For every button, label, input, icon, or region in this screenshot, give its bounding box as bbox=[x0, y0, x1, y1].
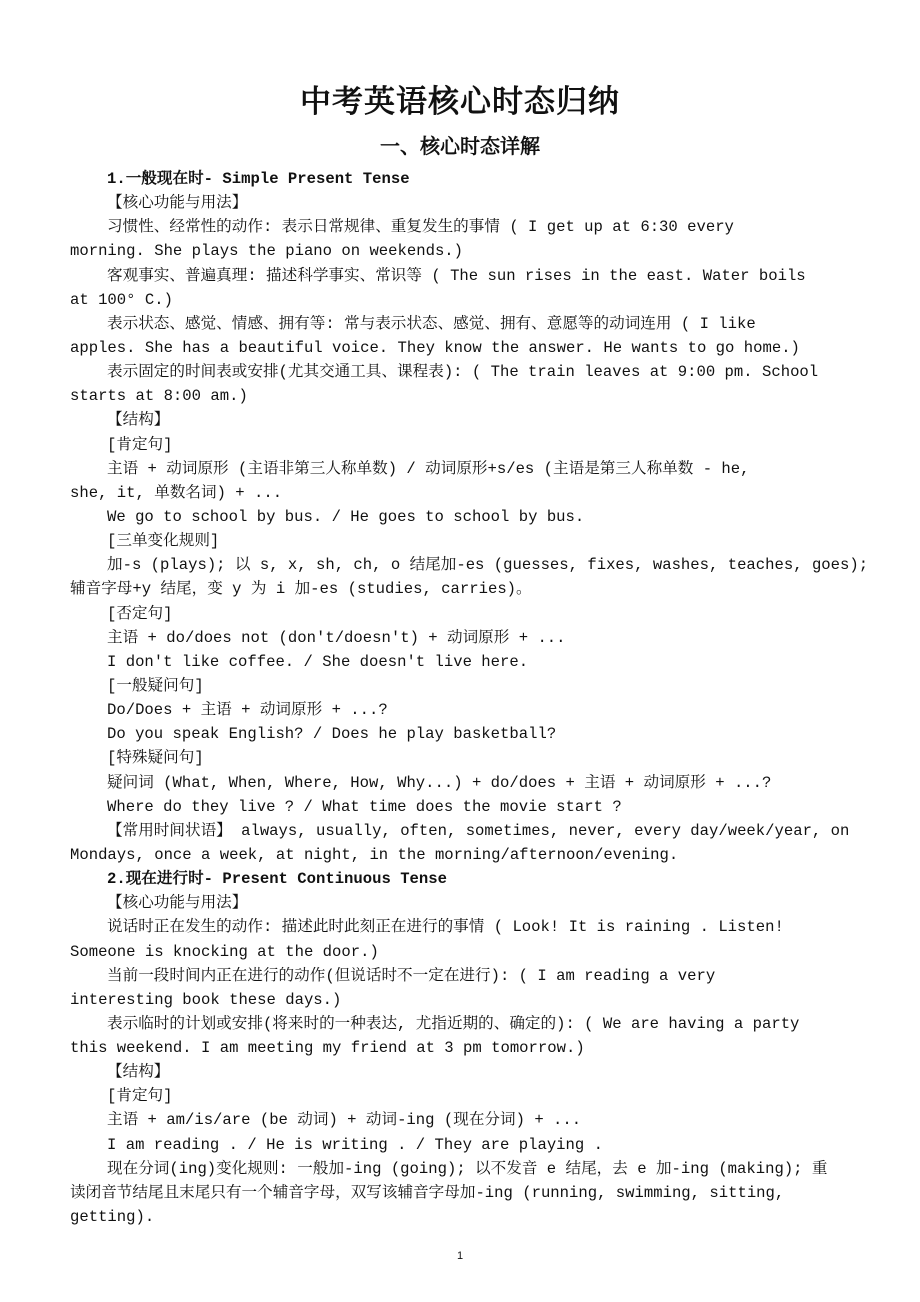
section-label bbox=[70, 674, 870, 698]
text-line: 【核心功能与用法】 bbox=[107, 194, 248, 213]
paragraph bbox=[70, 698, 870, 722]
text-line: 当前一段时间内正在进行的动作(但说话时不一定在进行): ( I am reading a very bbox=[107, 966, 716, 985]
section-label bbox=[70, 191, 870, 215]
paragraph bbox=[70, 1012, 870, 1060]
text-line: at 100° C.) bbox=[70, 290, 173, 309]
paragraph bbox=[70, 795, 870, 819]
paragraph bbox=[70, 1108, 870, 1132]
text-line: Do/Does + 主语 + 动词原形 + ...? bbox=[107, 701, 388, 720]
text-line: starts at 8:00 am.) bbox=[70, 387, 248, 406]
paragraph bbox=[70, 553, 870, 601]
section-label bbox=[70, 1060, 870, 1084]
text-line: 客观事实、普遍真理: 描述科学事实、常识等 ( The sun rises in the east. Water boils bbox=[107, 266, 806, 285]
tense-heading bbox=[70, 867, 870, 891]
paragraph bbox=[70, 457, 870, 505]
text-line: [特殊疑问句] bbox=[107, 749, 204, 768]
text-line: 加-s (plays); 以 s, x, sh, ch, o 结尾加-es (guesses, fixes, washes, teaches, goes); bbox=[107, 556, 869, 575]
section-label bbox=[70, 602, 870, 626]
text-line: 【核心功能与用法】 bbox=[107, 894, 248, 913]
section-label bbox=[70, 1084, 870, 1108]
text-line: Mondays, once a week, at night, in the morning/afternoon/evening. bbox=[70, 845, 679, 864]
paragraph bbox=[70, 215, 870, 263]
paragraph bbox=[70, 1157, 870, 1229]
text-line: 疑问词 (What, When, Where, How, Why...) + do/does + 主语 + 动词原形 + ...? bbox=[107, 773, 772, 792]
paragraph bbox=[70, 626, 870, 650]
paragraph bbox=[70, 264, 870, 312]
text-line: [否定句] bbox=[107, 604, 173, 623]
text-line: interesting book these days.) bbox=[70, 990, 342, 1009]
text-line: 【结构】 bbox=[107, 1063, 170, 1082]
text-line: [三单变化规则] bbox=[107, 532, 220, 551]
paragraph bbox=[70, 1133, 870, 1157]
paragraph bbox=[70, 312, 870, 360]
text-line: [肯定句] bbox=[107, 435, 173, 454]
paragraph bbox=[70, 722, 870, 746]
text-line: 现在分词(ing)变化规则: 一般加-ing (going); 以不发音 e 结尾，去 e 加-ing (making); 重 bbox=[107, 1159, 828, 1178]
tense-heading bbox=[70, 167, 870, 191]
text-line: apples. She has a beautiful voice. They know the answer. He wants to go home.) bbox=[70, 338, 800, 357]
paragraph bbox=[70, 964, 870, 1012]
section-label bbox=[70, 746, 870, 770]
page-number: 1 bbox=[456, 1250, 464, 1262]
text-line: I don't like coffee. / She doesn't live here. bbox=[107, 652, 529, 671]
paragraph bbox=[70, 360, 870, 408]
section-label bbox=[70, 408, 870, 432]
text-line: We go to school by bus. / He goes to school by bus. bbox=[107, 507, 585, 526]
paragraph bbox=[70, 650, 870, 674]
text-line: 表示临时的计划或安排(将来时的一种表达, 尤指近期的、确定的): ( We are having a party bbox=[107, 1014, 800, 1033]
text-line: Someone is knocking at the door.) bbox=[70, 942, 379, 961]
text-line: morning. She plays the piano on weekends.) bbox=[70, 242, 464, 261]
section-label bbox=[70, 891, 870, 915]
text-line: 表示状态、感觉、情感、拥有等: 常与表示状态、感觉、拥有、意愿等的动词连用 ( I like bbox=[107, 314, 756, 333]
section-heading: 一、核心时态详解 bbox=[380, 134, 540, 158]
text-line: 2.现在进行时- Present Continuous Tense bbox=[107, 870, 447, 889]
text-line: I am reading . / He is writing . / They are playing . bbox=[107, 1135, 603, 1154]
text-line: this weekend. I am meeting my friend at 3 pm tomorrow.) bbox=[70, 1039, 585, 1058]
section-label bbox=[70, 433, 870, 457]
text-line: Do you speak English? / Does he play basketball? bbox=[107, 725, 557, 744]
text-line: 【结构】 bbox=[107, 411, 170, 430]
section-label bbox=[70, 529, 870, 553]
document-body bbox=[70, 167, 870, 1229]
text-line: [肯定句] bbox=[107, 1087, 173, 1106]
document-title: 中考英语核心时态归纳 bbox=[300, 84, 620, 120]
text-line: 1.一般现在时- Simple Present Tense bbox=[107, 170, 410, 188]
paragraph bbox=[70, 771, 870, 795]
paragraph bbox=[70, 505, 870, 529]
text-line: 读闭音节结尾且末尾只有一个辅音字母，双写该辅音字母加-ing (running, swimming, sitting, bbox=[70, 1183, 785, 1202]
paragraph bbox=[70, 915, 870, 963]
text-line: getting). bbox=[70, 1208, 155, 1227]
text-line: 习惯性、经常性的动作: 表示日常规律、重复发生的事情 ( I get up at 6:30 every bbox=[107, 218, 734, 237]
text-line: 主语 + do/does not (don't/doesn't) + 动词原形 + ... bbox=[107, 628, 566, 647]
text-line: she, it, 单数名词) + ... bbox=[70, 483, 283, 502]
text-line: 辅音字母+y 结尾，变 y 为 i 加-es (studies, carries)。 bbox=[70, 580, 532, 599]
text-line: Where do they live ? / What time does the movie start ? bbox=[107, 797, 622, 816]
paragraph bbox=[70, 819, 870, 867]
text-line: [一般疑问句] bbox=[107, 676, 204, 695]
text-line: 表示固定的时间表或安排(尤其交通工具、课程表): ( The train leaves at 9:00 pm. School bbox=[107, 363, 819, 382]
text-line: 【常用时间状语】 always, usually, often, sometimes, never, every day/week/year, on bbox=[107, 821, 850, 840]
text-line: 主语 + 动词原形 (主语非第三人称单数) / 动词原形+s/es (主语是第三人称单数 - he, bbox=[107, 459, 750, 478]
text-line: 说话时正在发生的动作: 描述此时此刻正在进行的事情 ( Look! It is raining . Listen! bbox=[107, 918, 784, 937]
text-line: 主语 + am/is/are (be 动词) + 动词-ing (现在分词) + ... bbox=[107, 1111, 582, 1130]
